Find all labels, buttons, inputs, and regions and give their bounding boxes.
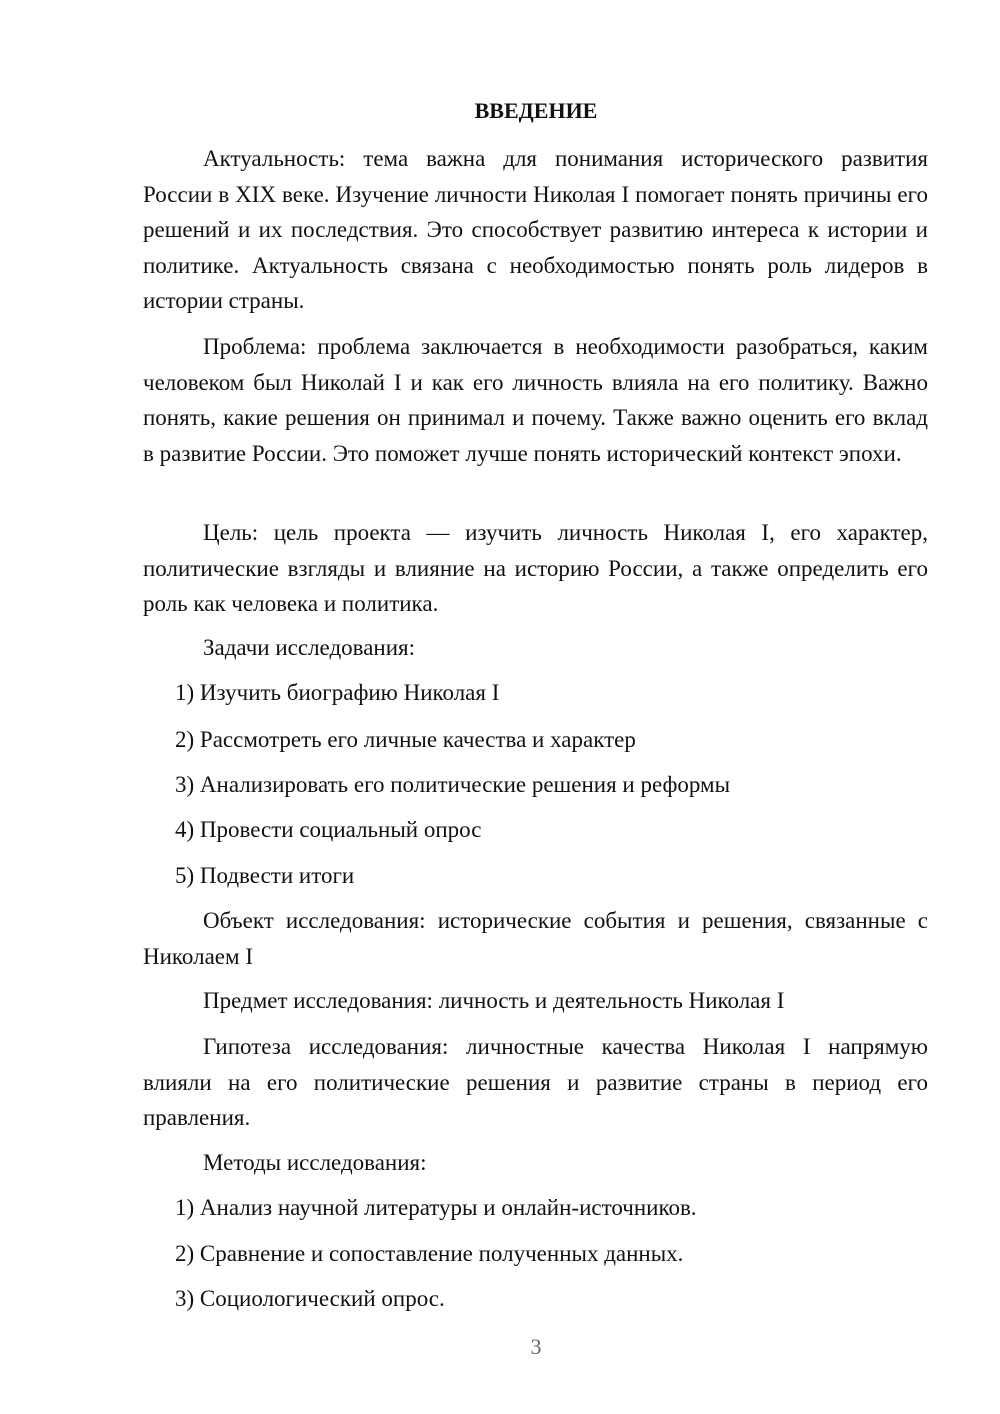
task-item-3: 3) Анализировать его политические решения и реформы — [175, 772, 731, 797]
tasks-label: Задачи исследования: — [203, 635, 416, 660]
subject-paragraph: Предмет исследования: личность и деятельность Николая I — [203, 988, 785, 1013]
page-number: 3 — [530, 1334, 542, 1359]
relevance-paragraph: Актуальность: тема важна для понимания исторического развития России в XIX веке. Изучение личности Николая I помогает понять причины его решений и их последствия. Это способствует развитию интереса к истории и политике. Актуальность связана с необходимостью понять роль лидеров в истории страны. — [143, 146, 928, 313]
task-item-1: 1) Изучить биографию Николая I — [175, 680, 500, 705]
object-paragraph: Объект исследования: исторические события и решения, связанные с Николаем I — [143, 908, 928, 969]
task-item-4: 4) Провести социальный опрос — [175, 817, 482, 842]
method-item-2: 2) Сравнение и сопоставление полученных данных. — [175, 1241, 684, 1266]
task-item-5: 5) Подвести итоги — [175, 863, 355, 888]
methods-label: Методы исследования: — [203, 1150, 427, 1175]
method-item-1: 1) Анализ научной литературы и онлайн-источников. — [175, 1195, 697, 1220]
goal-paragraph: Цель: цель проекта — изучить личность Николая I, его характер, политические взгляды и влияние на историю России, а также определить его роль как человека и политика. — [143, 520, 928, 616]
method-item-3: 3) Социологический опрос. — [175, 1286, 445, 1311]
problem-paragraph: Проблема: проблема заключается в необходимости разобраться, каким человеком был Николай I и как его личность влияла на его политику. Важно понять, какие решения он принимал и почему. Также важно оценить его вклад в развитие России. Это поможет лучше понять исторический контекст эпохи. — [143, 334, 928, 466]
section-heading: ВВЕДЕНИЕ — [474, 98, 598, 123]
hypothesis-paragraph: Гипотеза исследования: личностные качества Николая I напрямую влияли на его политические решения и развитие страны в период его правления. — [143, 1034, 928, 1130]
task-item-2: 2) Рассмотреть его личные качества и характер — [175, 727, 636, 752]
